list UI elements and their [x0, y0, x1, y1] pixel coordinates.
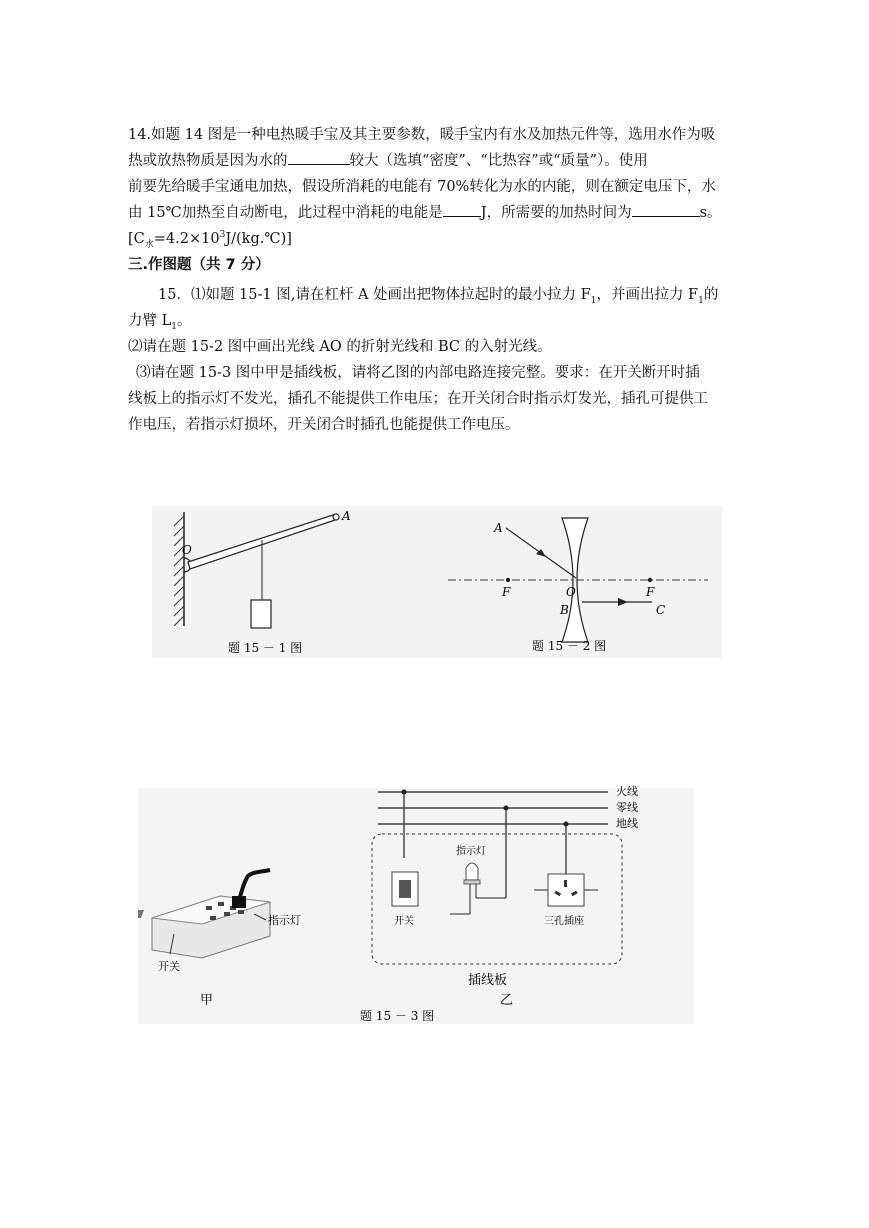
q15-part-3-line-2: 线板上的指示灯不发光，插孔不能提供工作电压；在开关闭合时指示灯发光，插孔可提供工 [128, 391, 708, 407]
figure-15-2-caption: 题 15 － 2 图 [532, 639, 607, 653]
figure-background [152, 506, 722, 658]
label-f-left: F [502, 585, 511, 599]
q15-part-3-line-1: ⑶请在题 15-3 图中甲是插线板，请将乙图的内部电路连接完整。要求：在开关断开时插 [136, 365, 700, 381]
q14-line-3: 前要先给暖手宝通电加热，假设所消耗的电能有 70%转化为水的内能，则在额定电压下，水 [128, 179, 716, 195]
indicator-lamp-base [464, 880, 480, 884]
section-3-heading: 三.作图题（共 7 分） [128, 257, 270, 273]
lever-end-a [333, 514, 339, 520]
yi-switch-rocker [399, 880, 411, 898]
label-ground-wire: 地线 [616, 817, 638, 830]
label-f-right: F [646, 585, 655, 599]
socket-pin-ground [564, 880, 567, 887]
label-power-strip: 插线板 [468, 973, 508, 988]
q15-part-1-line-1: 15．⑴如题 15-1 图,请在杠杆 A 处画出把物体拉起时的最小拉力 $F_1$，并画出拉力 $F_1$的 [158, 287, 719, 306]
focus-left [506, 578, 510, 582]
q14-line-4: 由 15℃加热至自动断电，此过程中消耗的电能是 J，所需要的加热时间为 s。 [128, 200, 748, 226]
figure-15-1-and-15-2 [152, 506, 722, 658]
answer-blank-1[interactable] [288, 150, 350, 165]
label-yi: 乙 [500, 993, 514, 1008]
q15-part-2: ⑵请在题 15-2 图中画出光线 AO 的折射光线和 BC 的入射光线。 [128, 339, 552, 355]
label-yi-indicator: 指示灯 [456, 846, 486, 857]
label-jia: 甲 [200, 993, 214, 1008]
focus-right [648, 578, 652, 582]
jia-label-indicator: 指示灯 [268, 914, 301, 927]
answer-blank-3[interactable] [632, 202, 700, 217]
figure-15-3-caption: 题 15 － 3 图 [360, 1009, 435, 1023]
q15-part-1-line-2: 力臂 $L_1$。 [128, 313, 192, 332]
three-pin-socket [548, 874, 584, 906]
jia-label-switch: 开关 [158, 960, 180, 973]
label-b: B [560, 603, 569, 617]
answer-blank-2[interactable] [443, 202, 481, 217]
label-a: A [342, 509, 351, 523]
label-a-ray: A [494, 521, 503, 535]
label-yi-switch: 开关 [394, 916, 414, 927]
figure-15-1-caption: 题 15 － 1 图 [228, 641, 303, 655]
hanging-weight [251, 600, 271, 628]
question-14 [128, 122, 748, 252]
indicator-lamp [466, 863, 478, 880]
label-neutral-wire: 零线 [616, 801, 638, 814]
label-o: O [182, 543, 192, 557]
figure-15-3 [138, 778, 698, 1028]
label-o-lens: O [566, 585, 576, 599]
plug-head [232, 896, 246, 908]
question-15 [128, 282, 748, 438]
label-socket: 三孔插座 [544, 916, 584, 927]
label-live-wire: 火线 [616, 785, 638, 798]
q15-part-3-line-3: 作电压，若指示灯损坏，开关闭合时插孔也能提供工作电压。 [128, 417, 520, 433]
q14-line-1: 14.如题 14 图是一种电热暖手宝及其主要参数，暖手宝内有水及加热元件等，选用水作为吸 [128, 127, 716, 143]
label-c: C [656, 603, 666, 617]
q14-line-2: 热或放热物质是因为水的 较大（选填“密度”、“比热容”或“质量”）。使用 [128, 148, 748, 174]
q14-line-5: $[C_水=4.2\times 10^3J/(kg.℃)]$ [128, 230, 292, 250]
